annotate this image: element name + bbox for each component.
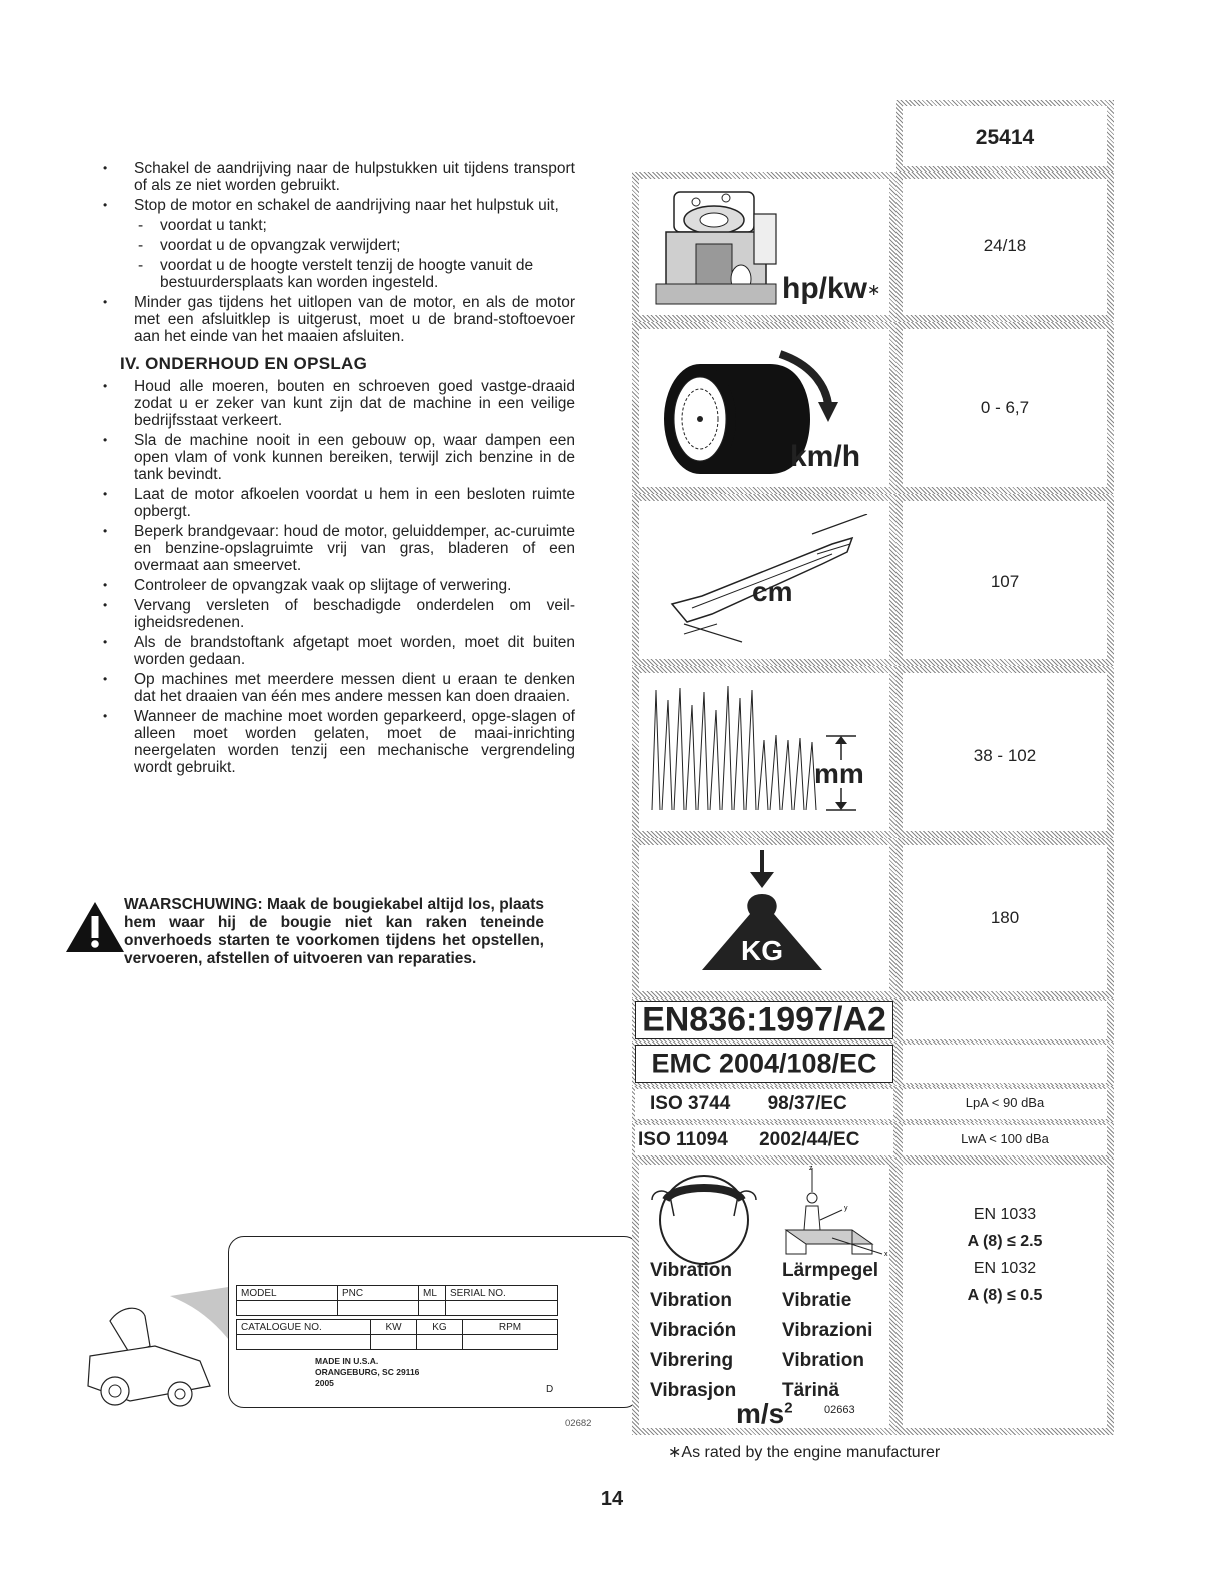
plate-label-rpm: RPM [463,1320,558,1335]
standard-value-cell [896,1042,1114,1086]
standard-emc: EMC 2004/108/EC [651,1048,877,1079]
standard-200244ec: 2002/44/EC [759,1129,860,1150]
serial-plate [228,1236,640,1408]
list-item: • Wanneer de machine moet worden geparkeerd, opge-slagen of alleen moet worden gelaten, moet de maai-inrichting neergelaten worden tenzij een mechanische vergrendeling wordt gebruikt. [100,708,575,776]
page-number: 14 [600,1488,624,1510]
power-value: 24/18 [983,236,1027,255]
section-title: IV. ONDERHOUD EN OPSLAG [120,354,368,373]
plate-label-catalogue: CATALOGUE NO. [237,1320,371,1335]
cut-height-icon-cell [632,666,896,838]
warning-text: WAARSCHUWING: Maak de bougiekabel altijd los, plaats hem waar hij de bougie niet kan raken teneinde onverhoeds starten te voorkomen tijdens het opstellen, vervoeren, afstellen of uitvoeren van reparaties. [124,896,544,967]
plate-label-pnc: PNC [338,1286,419,1301]
list-item: • Houd alle moeren, bouten en schroeven goed vastge-draaid zodat u er zeker van kunt zijn dat de machine in een veilige bedrijfsstaat verkeert. [100,378,575,429]
list-item: • Stop de motor en schakel de aandrijving naar het hulpstuk uit, [100,197,575,214]
weight-value-cell [896,838,1114,998]
cut-width-value-cell [896,494,1114,666]
plate-city: ORANGEBURG, SC 29116 [315,1367,420,1377]
list-item: • Als de brandstoftank afgetapt moet worden, moet dit buiten worden gedaan. [100,634,575,668]
vibration-word: Vibración [650,1320,737,1341]
speed-unit-label: km/h [790,440,861,473]
plate-label-model: MODEL [237,1286,338,1301]
speed-value-cell [896,322,1114,494]
cut-height-value-cell [896,666,1114,838]
footnote: ∗As rated by the engine manufacturer [668,1444,941,1461]
vibration-word: Lärmpegel [782,1260,879,1281]
sound-power-value: LwA < 100 dBa [961,1131,1049,1146]
weight-icon-cell [632,838,896,998]
model-number: 25414 [975,126,1035,149]
model-header-cell [896,100,1114,172]
plate-label-kw: KW [371,1320,417,1335]
list-item: • Minder gas tijdens het uitlopen van de motor, en als de motor met een afsluitklep is uitgerust, moet u de brand-stoftoevoer aan het einde van het maaien afsluiten. [100,294,575,345]
power-icon-cell [632,172,896,322]
seated-operator-icon [772,1164,892,1264]
plate-letter: D [546,1384,554,1395]
list-item: • Controleer de opvangzak vaak op slijtage of verwering. [100,577,575,594]
standard-9837ec: 98/37/EC [767,1093,847,1114]
standard-en836: EN836:1997/A2 [642,1000,886,1039]
standard-cell [632,1042,896,1086]
sub-list-item: - voordat u de opvangzak verwijdert; [100,237,575,254]
sound-power-cell [896,1122,1114,1158]
list-item: • Beperk brandgevaar: houd de motor, geluiddemper, ac-curuimte en benzine-opslagruimte vrij van gras, bladeren of een overmaat aan smeervet. [100,523,575,574]
plate-row-catalogue [236,1319,558,1350]
vibration-cell [632,1158,896,1435]
plate-label-serial: SERIAL NO. [446,1286,558,1301]
vibration-unit: $m/s^2$ [736,1398,793,1429]
vibration-word: Vibrering [650,1350,734,1371]
serial-plate-illustration [70,1236,592,1429]
plate-row-model [236,1285,558,1316]
weight-value: 180 [990,908,1020,927]
plate-footer [315,1356,419,1389]
standard-iso11094: ISO 11094 [638,1129,728,1150]
list-item: • Sla de machine nooit in een gebouw op, waar dampen een open vlam of vonk kunnen bereiken, terwijl zich benzine in de tank bevindt. [100,432,575,483]
power-value-cell [896,172,1114,322]
standard-cell [632,998,896,1042]
sub-list-item: - voordat u tankt; [100,217,575,234]
vibration-word: Vibration [650,1290,732,1311]
axis-z-label: z [809,1165,813,1172]
sound-pressure-value: LpA < 90 dBa [965,1095,1045,1110]
list-item: • Vervang versleten of beschadigde onderdelen om veil-igheidsredenen. [100,597,575,631]
vibration-value-cell [896,1158,1114,1435]
sub-list-item: - voordat u de hoogte verstelt tenzij de hoogte vanuit de bestuurdersplaats kan worden ingesteld. [100,257,575,291]
vibration-standard: EN 1033 [973,1206,1037,1223]
axis-x-label: x [884,1251,888,1258]
vibration-value: A (8) ≤ 2.5 [967,1233,1043,1250]
warning-block [64,896,544,968]
standard-value-cell [896,998,1114,1042]
standard-cell [632,1086,896,1122]
power-unit-label: hp/kw∗ [782,272,881,305]
weight-icon [692,848,832,993]
steering-wheel-icon [644,1170,764,1270]
vibration-word: Tärinä [782,1380,840,1401]
plate-label-ml: ML [419,1286,446,1301]
vibration-word: Vibrasjon [650,1380,737,1401]
warning-triangle-icon [64,900,126,954]
axis-y-label: y [844,1205,848,1212]
vibration-word: Vibrazioni [782,1320,873,1341]
vibration-value: A (8) ≤ 0.5 [967,1287,1043,1304]
vibration-standard: EN 1032 [973,1260,1037,1277]
standard-cell [632,1122,896,1158]
grass-height-icon [646,680,886,830]
list-item: • Schakel de aandrijving naar de hulpstukken uit tijdens transport of als ze niet worden gebruikt. [100,160,575,194]
instructions-column [100,160,575,779]
vibration-word: Vibration [650,1260,732,1281]
cut-height-value: 38 - 102 [973,746,1037,765]
figure-code: 02663 [824,1404,855,1416]
list-item: • Laat de motor afkoelen voordat u hem in een besloten ruimte opbergt. [100,486,575,520]
plate-year: 2005 [315,1378,334,1388]
plate-made-in: MADE IN U.S.A. [315,1356,379,1366]
engine-icon [646,184,791,314]
speed-value: 0 - 6,7 [980,398,1030,417]
vibration-word: Vibration [782,1350,864,1371]
sound-pressure-cell [896,1086,1114,1122]
cut-width-value: 107 [990,572,1020,591]
vibration-word: Vibratie [782,1290,852,1311]
plate-label-kg: KG [417,1320,463,1335]
cut-height-unit-label: mm [814,758,864,789]
list-item: • Op machines met meerdere messen dient u eraan te denken dat het draaien van één mes andere messen kan doen draaien. [100,671,575,705]
specification-table [632,100,1114,1435]
cut-width-icon-cell [632,494,896,666]
weight-icon-label: KG [741,935,783,966]
speed-icon-cell [632,322,896,494]
standard-iso3744: ISO 3744 [650,1093,731,1114]
figure-code: 02682 [565,1418,592,1429]
cut-width-unit-label: cm [752,576,793,607]
